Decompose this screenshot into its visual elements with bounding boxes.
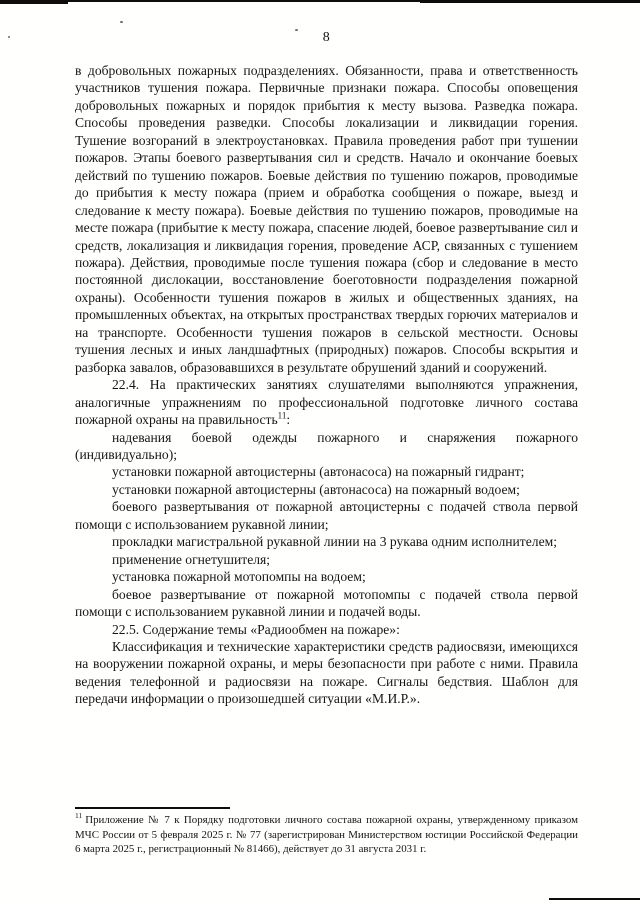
list-item-motopump: установка пожарной мотопомпы на водоем; — [112, 569, 366, 585]
list-item-extinguisher: применение огнетушителя; — [112, 551, 271, 567]
page-number: 8 — [322, 30, 331, 45]
scan-border-bottom-right — [549, 898, 640, 900]
scan-speck — [8, 36, 10, 38]
paragraph-22-4 — [75, 376, 578, 428]
scan-border-top-right — [420, 0, 640, 3]
list-item-reservoir: установки пожарной автоцистерны (автонасоса) на пожарный водоем; — [112, 481, 520, 497]
list-item-hydrant: установки пожарной автоцистерны (автонасоса) на пожарный гидрант; — [112, 464, 525, 480]
scan-speck — [120, 21, 123, 23]
paragraph-22-4-text: 22.4. На практических занятиях слушателями выполняются упражнения, аналогичные упражнениям по профессиональной подготовке личного состава пожарной охраны на правильность — [75, 377, 578, 428]
list-item-donning-gear: надевания боевой одежды пожарного и снаряжения пожарного (индивидуально); — [75, 429, 578, 462]
list-item-deployment-motopump: боевое развертывание от пожарной мотопомпы с подачей ствола первой помощи с использованием рукавной линии и подачей воды. — [75, 586, 578, 620]
list-item-deployment-tanker: боевого развертывания от пожарной автоцистерны с подачей ствола первой помощи с использованием рукавной линии; — [75, 499, 578, 532]
scan-border-top-left — [0, 2, 68, 4]
footnote-separator — [75, 807, 230, 809]
footnote-reference: 11 — [277, 410, 287, 421]
footnote-marker: 11 — [75, 811, 83, 821]
footnote — [75, 813, 578, 857]
paragraph-22-4-colon: : — [286, 412, 291, 428]
list-item-hose-line: прокладки магистральной рукавной линии на 3 рукава одним исполнителем; — [112, 534, 557, 550]
footnote-text: Приложение № 7 к Порядку подготовки личного состава пожарной охраны, утвержденному приказом МЧС России от 5 февраля 2025 г. № 77 (зарегистрирован Министерством юстиции Российской Федерации 6 марта 2025 г., регистрационный № 81466), действует до 31 августа 2031 г. — [75, 814, 578, 856]
paragraph-radio: Классификация и технические характеристики средств радиосвязи, имеющихся на вооружении пожарной охраны, и меры безопасности при работе с ними. Правила ведения телефонной и радиосвязи на пожаре. Сигналы бедствия. Шаблон для передачи информации о произошедшей ситуации «М.И.Р.». — [75, 638, 578, 707]
document-body — [75, 62, 578, 708]
paragraph-22-5: 22.5. Содержание темы «Радиообмен на пожаре»: — [112, 621, 400, 637]
paragraph-continuation: в добровольных пожарных подразделениях. Обязанности, права и ответственность участников тушения пожара. Первичные признаки пожара. Способы оповещения добровольных пожарных и порядок прибытия к месту вызова. Разведка пожара. Способы проведения разведки. Способы локализации и ликвидации горения. Тушение возгораний в электроустановках. Правила проведения работ при тушении пожаров. Этапы боевого развертывания сил и средств. Начало и окончание боевых действий по тушению пожаров. Боевые действия по тушению пожаров, проводимые до прибытия к месту пожара (прием и обработка сообщения о пожаре, выезд и следование к месту пожара). Боевые действия по тушению пожаров, проводимые на месте пожара (прибытие к месту пожара, спасение людей, боевое развертывание сил и средств, локализация и ликвидация горения, проведение АСР, связанных с тушением пожара). Действия, проводимые после тушения пожара (сбор и следование в место постоянной дислокации, восстановление боеготовности подразделения пожарной охраны). Особенности тушения пожаров в жилых и общественных зданиях, на промышленных объектах, на открытых пространствах твердых горючих материалов и на транспорте. Особенности тушения пожаров в сельской местности. Основы тушения лесных и иных ландшафтных (природных) пожаров. Способы вскрытия и разборка завалов, образовавшихся в результате обрушений зданий и сооружений. — [75, 63, 578, 375]
